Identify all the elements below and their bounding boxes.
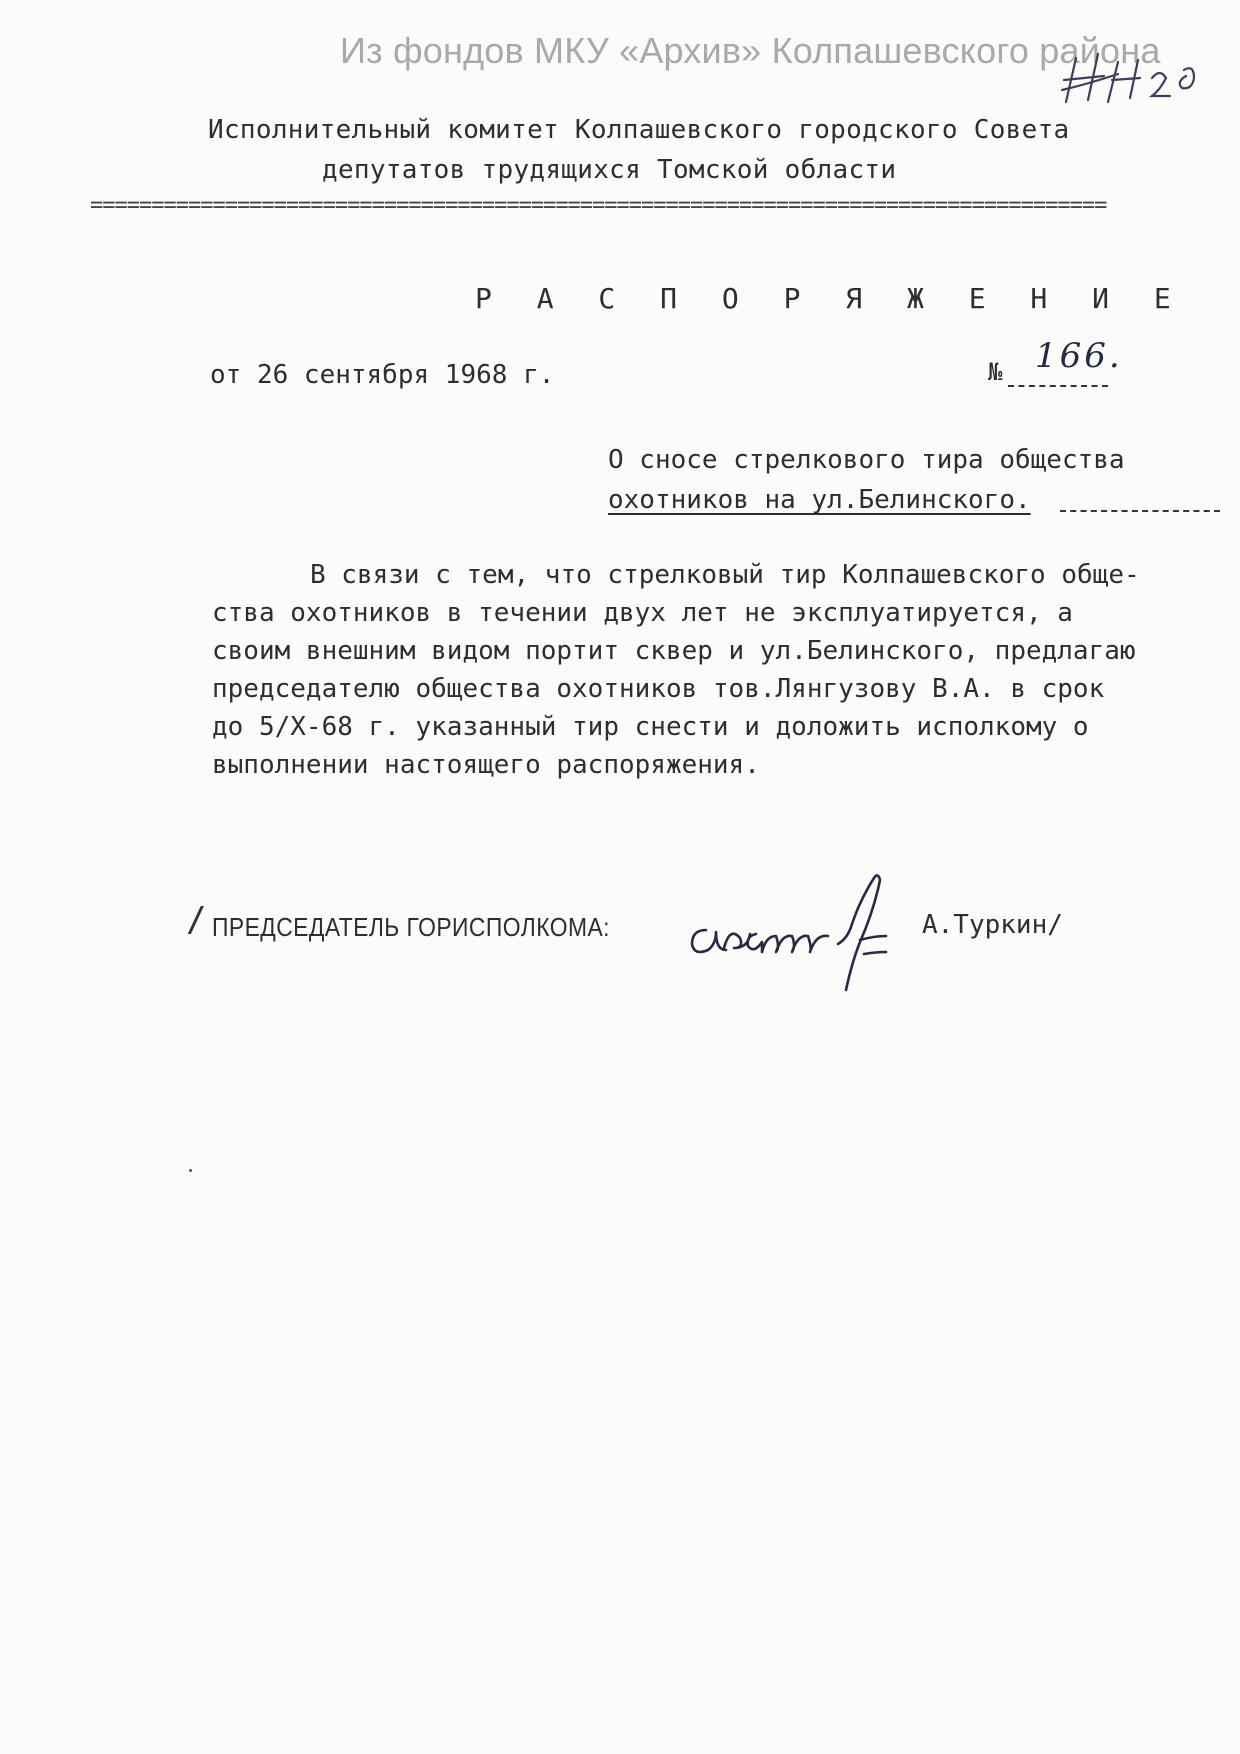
- subject-underline: [1060, 510, 1220, 512]
- body-line: своим внешним видом портит сквер и ул.Белинского, предлагаю: [212, 636, 1136, 666]
- body-line: В связи с тем, что стрелковый тир Колпашевского обще-: [310, 560, 1140, 590]
- archive-handwritten-mark: [1048, 40, 1208, 120]
- subject-line-2: охотников на ул.Белинского.: [608, 485, 1031, 515]
- signatory-role: ПРЕДСЕДАТЕЛЬ ГОРИСПОЛКОМА:: [212, 912, 610, 942]
- number-label: №: [988, 358, 1003, 386]
- issuer-line-2: депутатов трудящихся Томской области: [322, 155, 897, 185]
- signature-slash: /: [186, 900, 207, 940]
- body-line: выполнении настоящего распоряжения.: [212, 750, 760, 780]
- scan-speck: [189, 1169, 192, 1172]
- document-number: 166.: [1035, 336, 1123, 376]
- body-line: председателю общества охотников тов.Лянгузову В.А. в срок: [212, 674, 1105, 704]
- body-line: до 5/Х-68 г. указанный тир снести и доложить исполкому о: [212, 712, 1089, 742]
- issuer-line-1: Исполнительный комитет Колпашевского городского Совета: [208, 115, 1070, 145]
- header-divider: ===================================================================================: [90, 193, 1107, 218]
- body-line: ства охотников в течении двух лет не эксплуатируется, а: [212, 598, 1073, 628]
- handwritten-signature: [680, 870, 950, 1010]
- signatory-name: А.Туркин/: [922, 910, 1063, 940]
- subject-line-1: О сносе стрелкового тира общества: [608, 445, 1125, 475]
- archive-watermark: Из фондов МКУ «Архив» Колпашевского района: [340, 30, 1161, 71]
- document-title: Р А С П О Р Я Ж Е Н И Е: [475, 282, 1185, 315]
- number-underline: [1008, 385, 1108, 387]
- document-date: от 26 сентября 1968 г.: [210, 360, 555, 390]
